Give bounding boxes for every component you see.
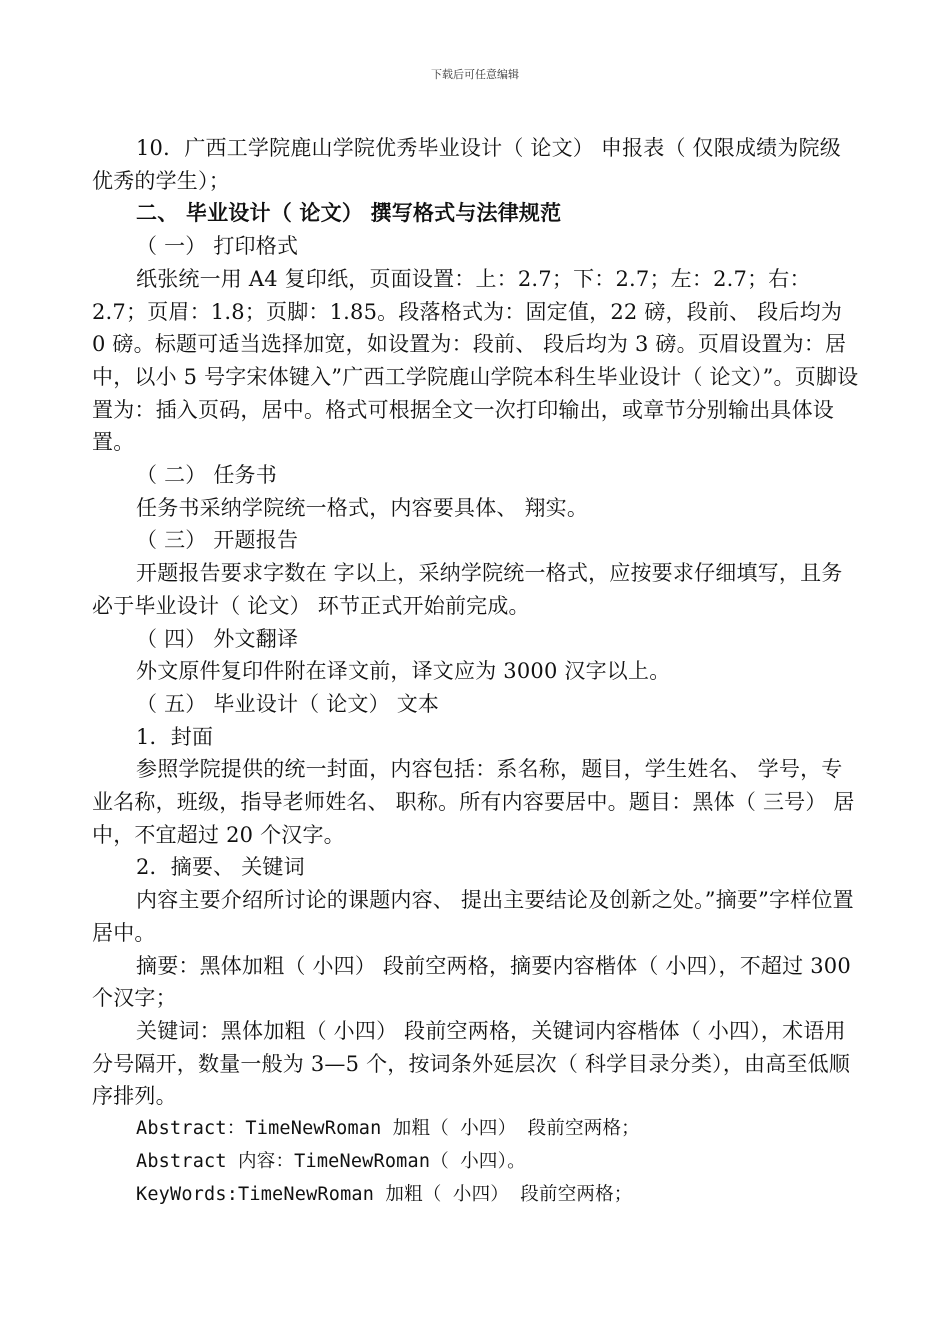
paragraph-cover: 参照学院提供的统一封面，内容包括：系名称，题目，学生姓名、 学号，专业名称，班级，指导老师姓名、 职称。所有内容要居中。题目：黑体（ 三号） 居中，不宜超过 20 个汉字。 [92,757,855,847]
paragraph-english-keywords: KeyWords:TimeNewRoman 加粗（ 小四） 段前空两格； [136,1183,633,1205]
page-header: 下载后可任意编辑 [431,68,519,81]
subheading-thesis-text: （ 五） 毕业设计（ 论文） 文本 [136,691,440,716]
subheading-cover: 1．封面 [136,724,214,749]
paragraph-english-abstract: Abstract：TimeNewRoman 加粗（ 小四） 段前空两格； [136,1118,640,1140]
paragraph-abstract-format: 摘要：黑体加粗（ 小四） 段前空两格，摘要内容楷体（ 小四），不超过 300 个汉字； [92,953,851,1011]
paragraph-abstract-intro: 内容主要介绍所讨论的课题内容、 提出主要结论及创新之处。”摘要”字样位置居中。 [92,888,854,945]
subheading-print-format: （ 一） 打印格式 [136,234,299,259]
paragraph-item-10: 10．广西工学院鹿山学院优秀毕业设计（ 论文） 申报表（ 仅限成绩为院级优秀的学生）； [92,136,841,193]
paragraph-task-book: 任务书采纳学院统一格式，内容要具体、 翔实。 [136,495,589,520]
subheading-abstract-keywords: 2．摘要、 关键词 [136,855,305,880]
paragraph-keywords-format: 关键词：黑体加粗（ 小四） 段前空两格，关键词内容楷体（ 小四），术语用分号隔开，数量一般为 3—5 个，按词条外延层次（ 科学目录分类），由高至低顺序排列。 [92,1018,851,1109]
subheading-translation: （ 四） 外文翻译 [136,626,299,651]
subheading-task-book: （ 二） 任务书 [136,463,277,488]
subheading-proposal: （ 三） 开题报告 [136,528,299,553]
section-heading-2: 二、 毕业设计（ 论文） 撰写格式与法律规范 [136,200,562,226]
document-body [92,132,862,1211]
paragraph-print-format: 纸张统一用 A4 复印纸，页面设置：上：2.7；下：2.7；左：2.7；右：2.7；页眉：1.8；页脚：1.85。段落格式为：固定值，22 磅，段前、 段后均为 0 磅。标题可适当选择加宽，如设置为：段前、 段后均为 3 磅。页眉设置为：居中，以小 5 号字宋体键入”广西工学院鹿山学院本科生毕业设计（ 论文）”。页脚设置为：插入页码，居中。格式可根据全文一次打印输出，或章节分别输出具体设置。 [92,266,859,455]
paragraph-proposal: 开题报告要求字数在 字以上，采纳学院统一格式，应按要求仔细填写，且务必于毕业设计（ 论文） 环节正式开始前完成。 [92,561,843,618]
paragraph-english-abstract-content: Abstract 内容：TimeNewRoman（ 小四）。 [136,1150,526,1172]
paragraph-translation: 外文原件复印件附在译文前，译文应为 3000 汉字以上。 [136,659,671,684]
